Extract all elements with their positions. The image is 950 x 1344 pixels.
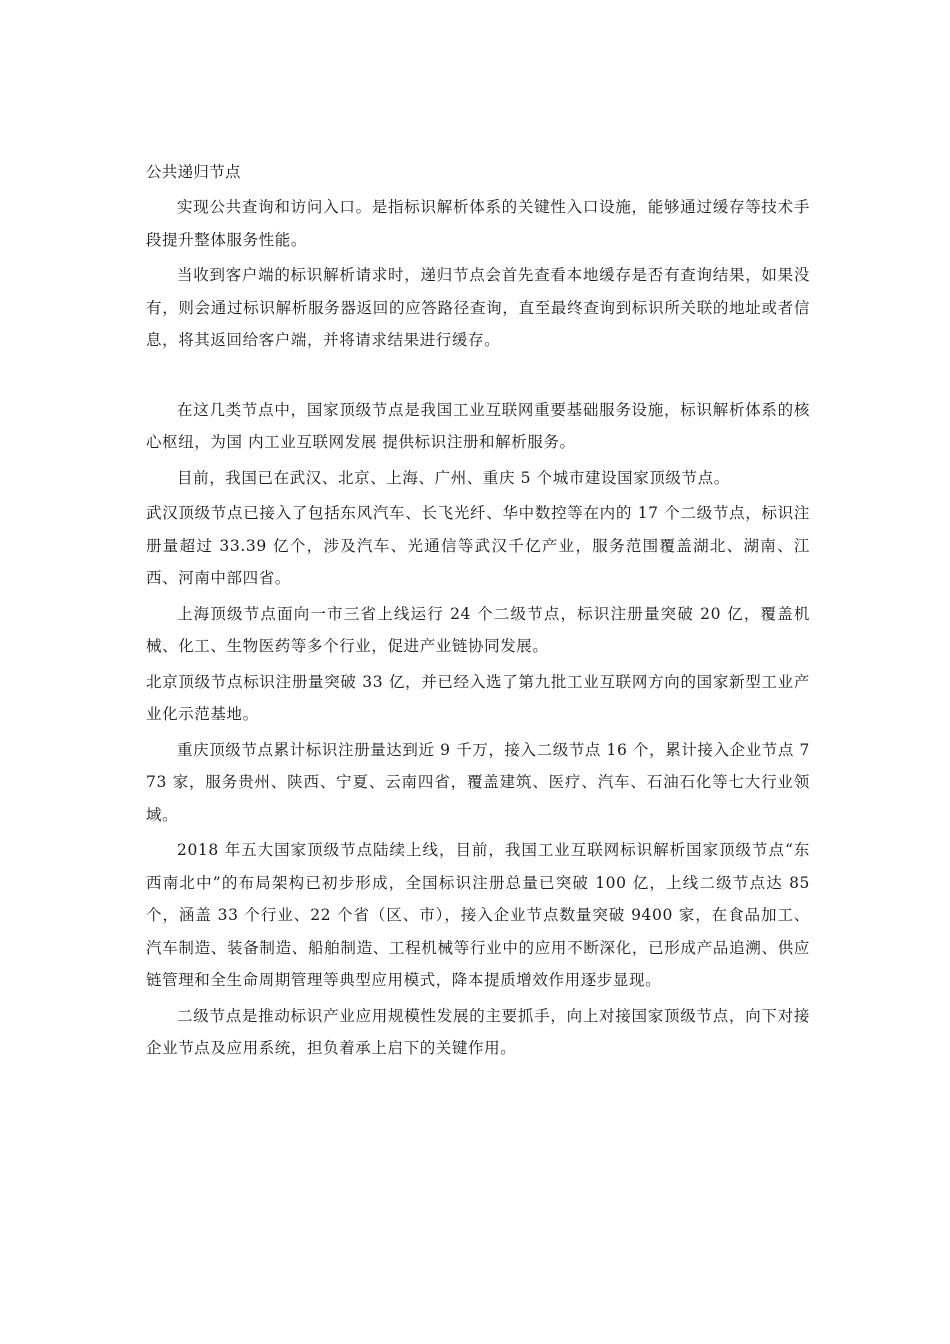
section-heading: 公共递归节点 (146, 163, 241, 181)
paragraph-chongqing-node: 重庆顶级节点累计标识注册量达到近 9 千万，接入二级节点 16 个，累计接入企业节点 773 家，服务贵州、陕西、宁夏、云南四省，覆盖建筑、医疗、汽车、石油石化等七大行业领域。 (146, 740, 810, 824)
paragraph-recursive-node-intro: 实现公共查询和访问入口。是指标识解析体系的关键性入口设施，能够通过缓存等技术手段提升整体服务性能。 (146, 198, 810, 249)
paragraph-shanghai-node: 上海顶级节点面向一市三省上线运行 24 个二级节点，标识注册量突破 20 亿，覆盖机械、化工、生物医药等多个行业，促进产业链协同发展。 (146, 604, 810, 655)
paragraph-top-level-cities: 目前，我国已在武汉、北京、上海、广州、重庆 5 个城市建设国家顶级节点。 (177, 468, 730, 487)
paragraph-recursive-node-process: 当收到客户端的标识解析请求时，递归节点会首先查看本地缓存是否有查询结果，如果没有，则会通过标识解析服务器返回的应答路径查询，直至最终查询到标识所关联的地址或者信息，将其返回给客户端，并将请求结果进行缓存。 (146, 266, 810, 349)
document-body (146, 157, 810, 1068)
paragraph-secondary-node: 二级节点是推动标识产业应用规模性发展的主要抓手，向上对接国家顶级节点，向下对接企业节点及应用系统，担负着承上启下的关键作用。 (146, 1006, 810, 1057)
paragraph-top-level-node: 在这几类节点中，国家顶级节点是我国工业互联网重要基础服务设施，标识解析体系的核心枢纽，为国 内工业互联网发展 提供标识注册和解析服务。 (146, 400, 810, 451)
paragraph-gap (146, 360, 810, 394)
paragraph-national-overview: 2018 年五大国家顶级节点陆续上线，目前，我国工业互联网标识解析国家顶级节点“东西南北中”的布局架构已初步形成，全国标识注册总量已突破 100 亿，上线二级节点达 85 个，涵盖 33 个行业、22 个省（区、市），接入企业节点数量突破 9400 家，在食品加工、汽车制造、装备制造、船舶制造、工程机械等行业中的应用不断深化，已形成产品追溯、供应链管理和全生命周期管理等典型应用模式，降本提质增效作用逐步显现。 (146, 841, 810, 989)
paragraph-beijing-node: 北京顶级节点标识注册量突破 33 亿，并已经入选了第九批工业互联网方向的国家新型工业产业化示范基地。 (146, 672, 810, 723)
paragraph-wuhan-node: 武汉顶级节点已接入了包括东风汽车、长飞光纤、华中数控等在内的 17 个二级节点，标识注册量超过 33.39 亿个，涉及汽车、光通信等武汉千亿产业，服务范围覆盖湖北、湖南、江西、河南中部四省。 (146, 504, 810, 587)
